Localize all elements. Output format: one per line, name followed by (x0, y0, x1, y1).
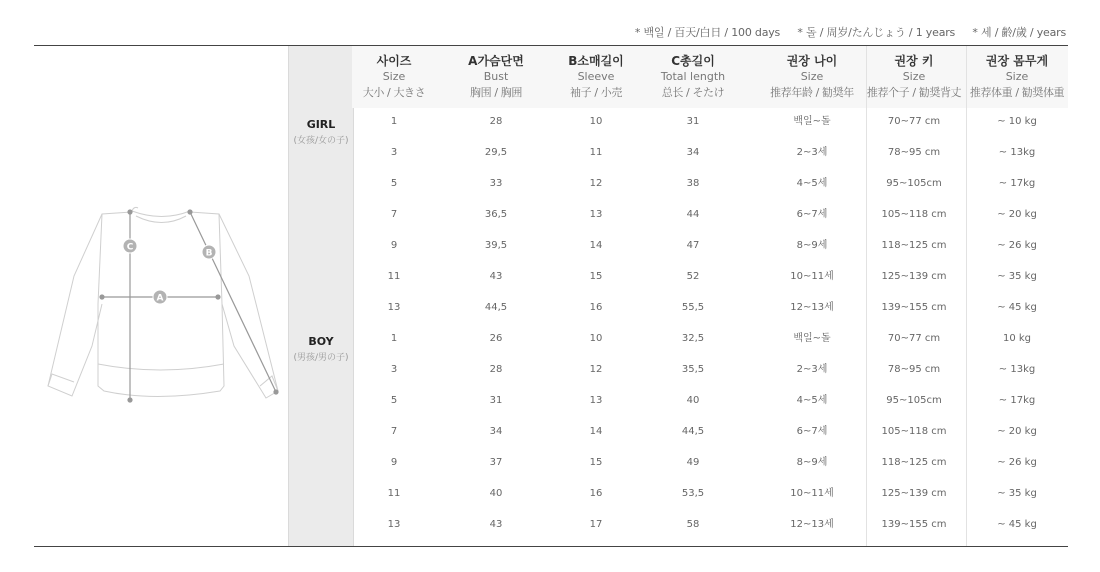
header-size-cjk: 大小 / 大きさ (362, 86, 426, 99)
label-c-marker (123, 239, 137, 253)
cell-total-length: 34 (686, 147, 700, 159)
cell-recommended-age: 4~5세 (796, 178, 828, 190)
header-size-en: Size (382, 70, 406, 83)
cell-recommended-age: 6~7세 (796, 426, 828, 438)
sweatshirt-outline-icon (34, 46, 288, 546)
cell-sleeve: 15 (589, 271, 603, 283)
cell-recommended-height: 95~105cm (886, 178, 942, 190)
cell-total-length: 47 (686, 240, 700, 252)
cell-recommended-age: 8~9세 (796, 240, 828, 252)
cell-recommended-weight: ~ 35 kg (997, 271, 1037, 283)
cell-sleeve: 16 (589, 488, 603, 500)
header-recommended-age-en: Size (800, 70, 824, 83)
cell-total-length: 53,5 (681, 488, 705, 500)
cell-bust: 43 (489, 519, 503, 531)
cell-sleeve: 13 (589, 395, 603, 407)
header-bust-en: Bust (483, 70, 509, 83)
cell-bust: 28 (489, 364, 503, 376)
cell-size: 11 (387, 488, 401, 500)
cell-total-length: 38 (686, 178, 700, 190)
cell-size: 3 (390, 147, 398, 159)
cell-sleeve: 16 (589, 302, 603, 314)
cell-total-length: 35,5 (681, 364, 705, 376)
cell-recommended-age: 12~13세 (790, 519, 834, 531)
cell-recommended-weight: ~ 45 kg (997, 302, 1037, 314)
cell-bust: 37 (489, 457, 503, 469)
cell-bust: 43 (489, 271, 503, 283)
footnotes (621, 24, 1066, 40)
cell-bust: 44,5 (484, 302, 508, 314)
cell-bust: 29,5 (484, 147, 508, 159)
cell-sleeve: 13 (589, 209, 603, 221)
cell-recommended-weight: ~ 17kg (998, 395, 1036, 407)
cell-sleeve: 10 (589, 333, 603, 345)
cell-recommended-weight: 10 kg (1002, 333, 1032, 345)
cell-recommended-weight: ~ 13kg (998, 147, 1036, 159)
header-recommended-height-cjk: 推荐个子 / 勧奨背丈 (866, 86, 962, 99)
header-size-ko: 사이즈 (376, 54, 412, 68)
header-total-length-ko: C총길이 (671, 54, 715, 68)
cell-size: 1 (390, 116, 398, 127)
cell-recommended-height: 125~139 cm (881, 488, 947, 500)
cell-sleeve: 14 (589, 426, 603, 438)
cell-size: 13 (387, 519, 401, 531)
group-column (288, 46, 354, 546)
cell-bust: 31 (489, 395, 503, 407)
cell-recommended-weight: ~ 45 kg (997, 519, 1037, 531)
cell-recommended-height: 125~139 cm (881, 271, 947, 283)
label-b-text: B (205, 248, 213, 259)
header-total-length-en: Total length (660, 70, 726, 83)
cell-recommended-age: 2~3세 (796, 147, 828, 159)
label-a-marker (153, 290, 167, 304)
cell-sleeve: 10 (589, 116, 603, 127)
cell-recommended-age: 2~3세 (796, 364, 828, 376)
header-recommended-age-ko: 권장 나이 (786, 54, 838, 68)
header-recommended-height-en: Size (902, 70, 926, 83)
header-sleeve-cjk: 袖子 / 小売 (570, 86, 622, 99)
cell-recommended-weight: ~ 35 kg (997, 488, 1037, 500)
cell-recommended-height: 105~118 cm (881, 209, 947, 221)
cell-total-length: 32,5 (681, 333, 705, 345)
header-recommended-age (760, 52, 864, 100)
label-a-text: A (156, 293, 164, 304)
header-bust-cjk: 胸围 / 胸囲 (470, 86, 522, 99)
header-total-length (643, 52, 743, 100)
cell-size: 5 (390, 178, 398, 190)
group-boy-sublabel: (男孩/男の子) (293, 353, 349, 363)
cell-recommended-weight: ~ 13kg (998, 364, 1036, 376)
header-sleeve-en: Sleeve (577, 70, 615, 83)
cell-sleeve: 14 (589, 240, 603, 252)
cell-total-length: 44,5 (681, 426, 705, 438)
group-boy-label: BOY (308, 335, 334, 348)
cell-total-length: 44 (686, 209, 700, 221)
cell-total-length: 49 (686, 457, 700, 469)
cell-size: 7 (390, 209, 398, 221)
cell-size: 9 (390, 457, 398, 469)
cell-recommended-height: 139~155 cm (881, 302, 947, 314)
header-bust-ko: A가슴단면 (468, 54, 524, 68)
cell-recommended-height: 139~155 cm (881, 519, 947, 531)
cell-bust: 36,5 (484, 209, 508, 221)
cell-recommended-age: 8~9세 (796, 457, 828, 469)
cell-recommended-height: 118~125 cm (881, 240, 947, 252)
cell-recommended-height: 70~77 cm (887, 333, 941, 345)
cell-size: 9 (390, 240, 398, 252)
cell-recommended-height: 78~95 cm (887, 364, 941, 376)
cell-sleeve: 12 (589, 178, 603, 190)
cell-recommended-weight: ~ 20 kg (997, 426, 1037, 438)
cell-sleeve: 17 (589, 519, 603, 531)
group-girl (289, 118, 353, 146)
header-recommended-height-ko: 권장 키 (894, 54, 934, 68)
cell-total-length: 52 (686, 271, 700, 283)
cell-recommended-age: 백일~돌 (793, 333, 831, 345)
cell-sleeve: 12 (589, 364, 603, 376)
note-years: * 세 / 齢/歲 / years (972, 26, 1066, 39)
cell-bust: 28 (489, 116, 503, 127)
bottom-rule (34, 546, 1068, 547)
cell-recommended-age: 백일~돌 (793, 116, 831, 127)
garment-diagram (34, 46, 288, 546)
header-total-length-cjk: 总长 / そたけ (661, 86, 725, 99)
group-boy (289, 335, 353, 363)
label-b-marker (202, 245, 216, 259)
cell-recommended-height: 118~125 cm (881, 457, 947, 469)
cell-size: 7 (390, 426, 398, 438)
group-girl-label: GIRL (306, 118, 336, 131)
note-100-days: * 백일 / 百天/白日 / 100 days (634, 26, 781, 39)
cell-recommended-height: 78~95 cm (887, 147, 941, 159)
header-sleeve-ko: B소매길이 (568, 54, 624, 68)
cell-recommended-weight: ~ 10 kg (997, 116, 1037, 127)
header-size (349, 52, 439, 100)
cell-bust: 40 (489, 488, 503, 500)
header-recommended-weight-en: Size (1005, 70, 1029, 83)
cell-total-length: 31 (686, 116, 700, 127)
header-recommended-weight-cjk: 推荐体重 / 勧奨体重 (969, 86, 1065, 99)
cell-recommended-weight: ~ 17kg (998, 178, 1036, 190)
group-girl-sublabel: (女孩/女の子) (293, 136, 349, 146)
cell-size: 5 (390, 395, 398, 407)
cell-recommended-height: 105~118 cm (881, 426, 947, 438)
header-recommended-weight (965, 52, 1069, 100)
header-recommended-height (863, 52, 965, 100)
cell-recommended-height: 95~105cm (886, 395, 942, 407)
cell-size: 3 (390, 364, 398, 376)
cell-recommended-weight: ~ 20 kg (997, 209, 1037, 221)
cell-total-length: 55,5 (681, 302, 705, 314)
cell-size: 11 (387, 271, 401, 283)
cell-bust: 34 (489, 426, 503, 438)
header-recommended-age-cjk: 推荐年龄 / 勧奨年 (770, 86, 854, 99)
cell-sleeve: 11 (589, 147, 603, 159)
header-recommended-weight-ko: 권장 몸무게 (985, 54, 1049, 68)
cell-bust: 39,5 (484, 240, 508, 252)
cell-recommended-weight: ~ 26 kg (997, 240, 1037, 252)
cell-bust: 26 (489, 333, 503, 345)
cell-bust: 33 (489, 178, 503, 190)
cell-recommended-height: 70~77 cm (887, 116, 941, 127)
cell-recommended-weight: ~ 26 kg (997, 457, 1037, 469)
cell-size: 13 (387, 302, 401, 314)
header-sleeve (548, 52, 644, 100)
cell-size: 1 (390, 333, 398, 345)
cell-recommended-age: 12~13세 (790, 302, 834, 314)
cell-sleeve: 15 (589, 457, 603, 469)
note-1-year: * 돌 / 周岁/たんじょう / 1 years (797, 26, 956, 39)
cell-recommended-age: 6~7세 (796, 209, 828, 221)
label-c-text: C (126, 242, 134, 253)
cell-recommended-age: 10~11세 (790, 488, 834, 500)
cell-total-length: 40 (686, 395, 700, 407)
cell-recommended-age: 4~5세 (796, 395, 828, 407)
header-bust (446, 52, 546, 100)
cell-recommended-age: 10~11세 (790, 271, 834, 283)
cell-total-length: 58 (686, 519, 700, 531)
